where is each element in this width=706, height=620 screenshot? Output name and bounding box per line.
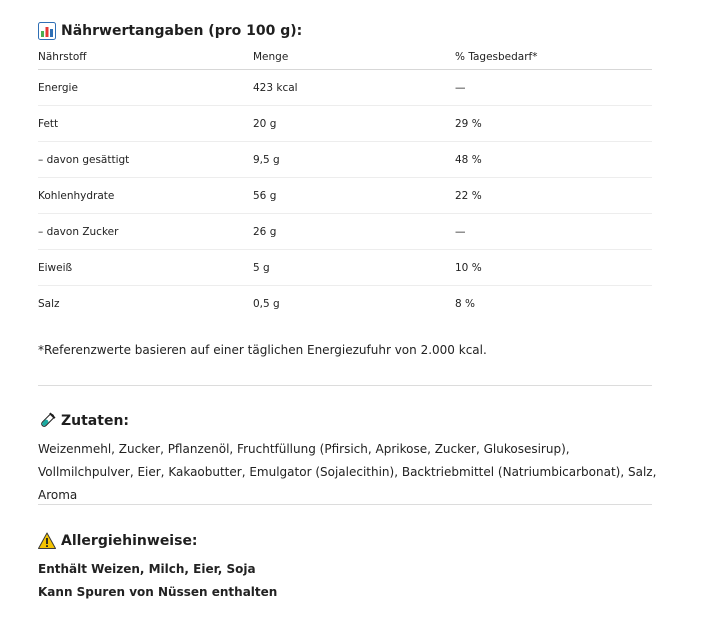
nutrient-amount: 9,5 g — [253, 142, 455, 178]
ingredients-heading — [38, 411, 129, 431]
nutrient-amount: 0,5 g — [253, 297, 280, 310]
column-header-amount: Menge — [253, 45, 455, 70]
nutrient-name: Eiweiß — [38, 250, 253, 286]
nutrient-amount: 5 g — [253, 250, 455, 286]
section-divider — [38, 385, 652, 386]
nutrition-title-text: Nährwertangaben (pro 100 g): — [61, 23, 303, 39]
nutrient-name: – davon Zucker — [38, 214, 253, 250]
nutrition-heading — [38, 21, 302, 41]
ingredients-title-text: Zutaten: — [61, 413, 130, 429]
nutrient-daily-value: 22 % — [455, 178, 652, 214]
warning-icon — [38, 532, 56, 550]
table-row — [38, 286, 652, 322]
column-header-daily-value: % Tagesbedarf* — [455, 45, 652, 70]
nutrient-amount: 20 g — [253, 106, 455, 142]
nutrient-name: Fett — [38, 106, 253, 142]
allergy-info — [38, 558, 277, 604]
table-row — [38, 214, 652, 250]
table-row — [38, 70, 652, 106]
table-row — [38, 106, 652, 142]
allergy-heading — [38, 531, 198, 551]
nutrient-daily-value: 10 % — [455, 250, 652, 286]
nutrient-daily-value: — — [455, 70, 652, 106]
nutrient-daily-value: 8 % — [455, 297, 475, 310]
nutrient-daily-value: — — [455, 214, 652, 250]
bar-chart-icon — [38, 22, 56, 40]
test-tube-icon — [38, 412, 56, 430]
section-divider — [38, 504, 652, 505]
nutrient-name: – davon gesättigt — [38, 142, 253, 178]
nutrient-amount: 423 kcal — [253, 70, 455, 106]
nutrient-daily-value: 29 % — [455, 106, 652, 142]
nutrient-name: Salz — [38, 297, 60, 310]
ingredients-list: Weizenmehl, Zucker, Pflanzenöl, Fruchtfüllung (Pfirsich, Aprikose, Zucker, Glukosesirup), Vollmilchpulver, Eier, Kakaobutter, Emulgator (Sojalecithin), Backtriebmittel (Natriumbicarbonat), Salz, Aroma — [38, 442, 657, 502]
nutrition-table — [38, 45, 652, 321]
nutrient-name: Kohlenhydrate — [38, 178, 253, 214]
nutrient-name: Energie — [38, 70, 253, 106]
nutrient-amount: 26 g — [253, 214, 455, 250]
allergy-title-text: Allergiehinweise: — [61, 533, 198, 549]
table-row — [38, 178, 652, 214]
allergy-traces-line: Kann Spuren von Nüssen enthalten — [38, 585, 278, 599]
reference-footnote: *Referenzwerte basieren auf einer täglichen Energiezufuhr von 2.000 kcal. — [38, 343, 487, 357]
nutrient-daily-value: 48 % — [455, 142, 652, 178]
column-header-nutrient: Nährstoff — [38, 45, 253, 70]
nutrient-amount: 56 g — [253, 178, 455, 214]
table-row — [38, 250, 652, 286]
table-header-row — [38, 45, 652, 70]
allergy-contains-line: Enthält Weizen, Milch, Eier, Soja — [38, 562, 256, 576]
table-row — [38, 142, 652, 178]
